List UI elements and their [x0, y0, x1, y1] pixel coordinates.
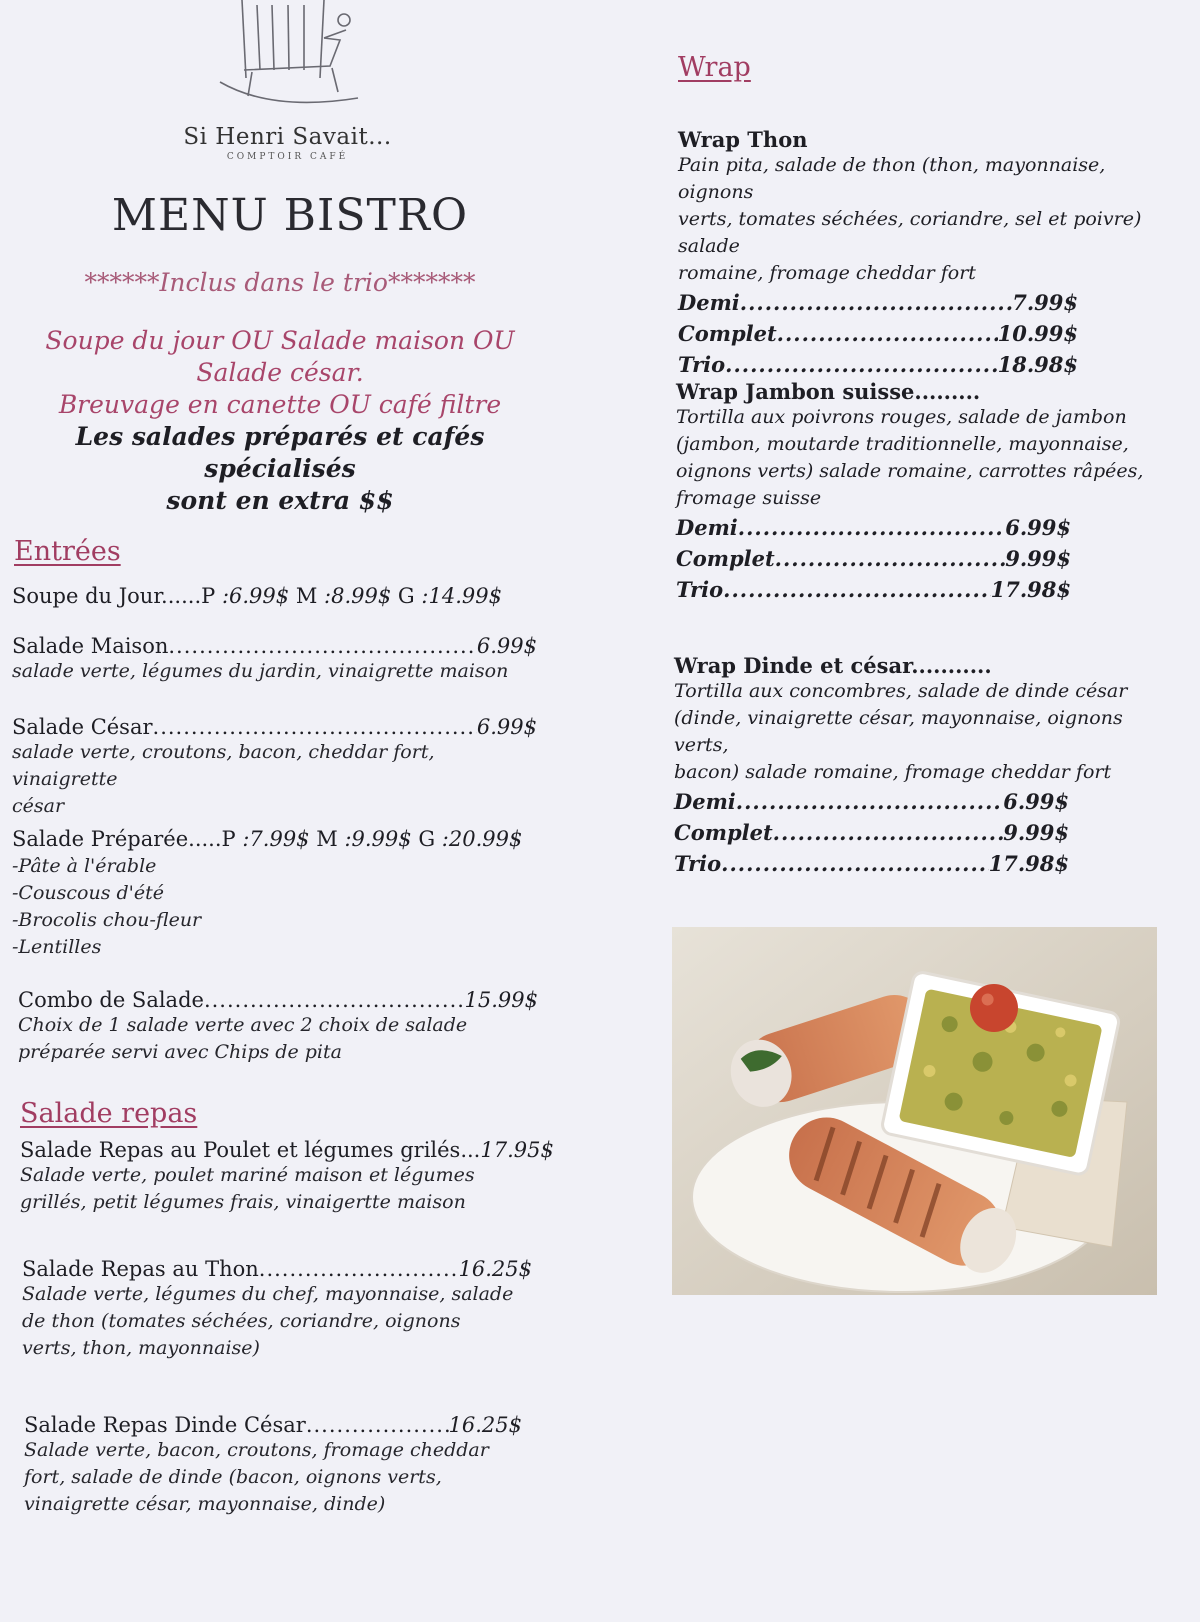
- item-description: Salade verte, bacon, croutons, fromage cheddar: [24, 1439, 489, 1461]
- item-price: 6.99$: [1005, 515, 1071, 540]
- brand-name: Si Henri Savait...: [183, 124, 392, 150]
- brand: [110, 124, 465, 162]
- item-price: 10.99$: [997, 321, 1078, 346]
- item-name: Salade Repas au Poulet et légumes grilés...: [20, 1138, 481, 1162]
- item-price: 16.25$: [458, 1257, 532, 1281]
- option: -Pâte à l'érable: [12, 855, 157, 877]
- item-price: 6.99$: [476, 634, 537, 658]
- item-description: salade verte, légumes du jardin, vinaigrette maison: [12, 660, 509, 682]
- item-name: Salade Repas au Thon: [22, 1257, 259, 1281]
- item-name: Salade Maison: [12, 634, 169, 658]
- option: -Couscous d'été: [12, 882, 164, 904]
- menu-item-wrap-jambon: [676, 379, 1166, 605]
- item-description: vinaigrette césar, mayonnaise, dinde): [24, 1493, 386, 1515]
- option: -Brocolis chou-fleur: [12, 909, 202, 931]
- menu-item-wrap-thon: [678, 127, 1168, 380]
- item-name: Salade Repas Dinde César: [24, 1413, 306, 1437]
- item-name: Wrap Thon: [678, 127, 808, 152]
- size-label: G: [418, 827, 436, 851]
- item-name: Wrap Jambon suisse.........: [676, 379, 981, 404]
- menu-item-combo: [18, 988, 538, 1066]
- item-price: 16.25$: [448, 1413, 522, 1437]
- item-description: bacon) salade romaine, fromage cheddar fort: [674, 761, 1112, 783]
- section-heading-wrap: Wrap: [678, 52, 751, 83]
- item-description: grillés, petit légumes frais, vinaigertte maison: [20, 1191, 466, 1213]
- item-price: 17.98$: [988, 851, 1069, 876]
- menu-title: MENU BISTRO: [111, 190, 469, 241]
- item-price: 6.99$: [476, 715, 537, 739]
- item-name: Wrap Dinde et césar...........: [674, 653, 992, 678]
- item-price: 7.99$: [1012, 290, 1078, 315]
- item-description: Tortilla aux concombres, salade de dinde césar: [674, 680, 1128, 702]
- item-name: Salade Préparée.....P: [12, 827, 236, 851]
- item-description: fort, salade de dinde (bacon, oignons verts,: [24, 1466, 442, 1488]
- size-label: Trio: [674, 851, 722, 876]
- wrap-food-photo: [672, 927, 1157, 1295]
- menu-item-salade-preparee: [12, 827, 552, 961]
- size-label: Demi: [678, 290, 740, 315]
- promo-line: Salade césar.: [196, 358, 364, 387]
- size-label: M: [316, 827, 338, 851]
- menu-item-salade-thon: [22, 1257, 532, 1362]
- item-price: 9.99$: [1003, 820, 1069, 845]
- item-price: 15.99$: [464, 988, 538, 1012]
- item-description: romaine, fromage cheddar fort: [678, 262, 976, 284]
- size-label: Trio: [678, 352, 726, 377]
- item-price: 18.98$: [997, 352, 1078, 377]
- promo-line: Soupe du jour OU Salade maison OU: [45, 326, 515, 355]
- size-label: Complet: [678, 321, 777, 346]
- rocking-chair-logo: [212, 0, 362, 115]
- price-p: :7.99$: [242, 827, 310, 851]
- item-description: verts, tomates séchées, coriandre, sel et poivre) salade: [678, 208, 1142, 257]
- item-price: 6.99$: [1003, 789, 1069, 814]
- item-description: Choix de 1 salade verte avec 2 choix de salade: [18, 1014, 468, 1036]
- size-label: Demi: [674, 789, 736, 814]
- section-heading-entrees: Entrées: [14, 536, 121, 567]
- item-price: 17.95$: [480, 1138, 554, 1162]
- item-description: Salade verte, poulet mariné maison et légumes: [20, 1164, 475, 1186]
- option: -Lentilles: [12, 936, 102, 958]
- item-name: Salade César: [12, 715, 153, 739]
- item-description: préparée servi avec Chips de pita: [18, 1041, 342, 1063]
- price-m: :9.99$: [344, 827, 412, 851]
- item-description: verts, thon, mayonnaise): [22, 1337, 260, 1359]
- item-description: de thon (tomates séchées, coriandre, oignons: [22, 1310, 461, 1332]
- menu-item-salade-maison: [12, 634, 537, 685]
- size-label: Trio: [676, 577, 724, 602]
- menu-item-salade-cesar: [12, 715, 537, 820]
- price-m: :8.99$: [324, 584, 392, 608]
- size-label: Complet: [676, 546, 775, 571]
- item-description: Pain pita, salade de thon (thon, mayonnaise, oignons: [678, 154, 1106, 203]
- price-g: :20.99$: [441, 827, 523, 851]
- item-description: oignons verts) salade romaine, carrottes râpées,: [676, 460, 1144, 482]
- item-description: césar: [12, 795, 65, 817]
- item-description: (dinde, vinaigrette césar, mayonnaise, oignons verts,: [674, 707, 1123, 756]
- menu-item-salade-poulet: [20, 1138, 554, 1216]
- section-heading-salade-repas: Salade repas: [20, 1098, 198, 1129]
- item-price: 17.98$: [990, 577, 1071, 602]
- price-p: :6.99$: [221, 584, 290, 608]
- menu-item-soupe: [12, 584, 552, 608]
- item-price: 9.99$: [1005, 546, 1071, 571]
- item-name: Combo de Salade: [18, 988, 204, 1012]
- trio-note: ******Inclus dans le trio*******: [84, 268, 476, 297]
- item-description: (jambon, moutarde traditionnelle, mayonnaise,: [676, 433, 1129, 455]
- menu-item-salade-dinde: [24, 1413, 522, 1518]
- promo-line: Breuvage en canette OU café filtre: [58, 390, 502, 419]
- promo-line: sont en extra $$: [166, 486, 394, 515]
- size-label: M: [295, 584, 318, 608]
- size-label: Complet: [674, 820, 773, 845]
- item-description: Salade verte, légumes du chef, mayonnaise, salade: [22, 1283, 514, 1305]
- item-description: salade verte, croutons, bacon, cheddar fort, vinaigrette: [12, 741, 435, 790]
- menu-item-wrap-dinde: [674, 653, 1164, 879]
- item-description: fromage suisse: [676, 487, 822, 509]
- size-label: G: [397, 584, 415, 608]
- promo-line: Les salades préparés et cafés spécialisés: [75, 422, 485, 483]
- price-g: :14.99$: [421, 584, 502, 608]
- brand-subtitle: COMPTOIR CAFÉ: [226, 152, 349, 162]
- size-label: Demi: [676, 515, 738, 540]
- promo-block: [20, 325, 540, 517]
- item-name: Soupe du Jour......P: [12, 584, 216, 608]
- item-description: Tortilla aux poivrons rouges, salade de jambon: [676, 406, 1127, 428]
